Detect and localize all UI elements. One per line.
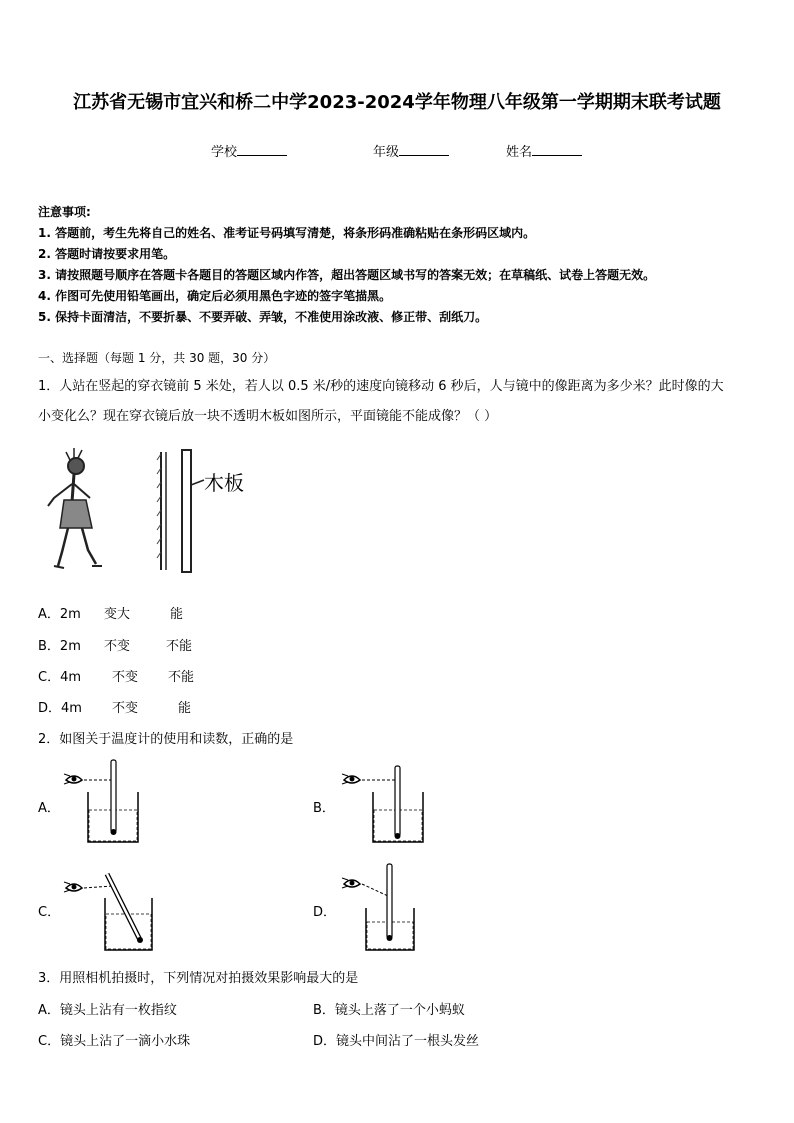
eye-icon bbox=[342, 878, 360, 888]
wood-board bbox=[182, 450, 191, 572]
q2-figure-b bbox=[340, 758, 440, 848]
q1-option-b[interactable] bbox=[38, 635, 192, 654]
q1-option-a[interactable] bbox=[38, 603, 183, 622]
q1-option-d[interactable] bbox=[38, 697, 191, 716]
q1-figure bbox=[40, 440, 270, 580]
q3-stem: 3．用照相机拍摄时，下列情况对拍摄效果影响最大的是 bbox=[38, 971, 359, 986]
option-size: 不变 bbox=[112, 670, 139, 685]
option-value: D．4m bbox=[38, 701, 82, 716]
option-image: 不能 bbox=[166, 639, 193, 654]
grade-label: 年级 bbox=[373, 145, 400, 160]
person-figure bbox=[48, 448, 102, 568]
section-heading: 一、选择题（每题 1 分，共 30 题，30 分） bbox=[38, 351, 276, 365]
name-field bbox=[506, 141, 582, 160]
option-image: 能 bbox=[170, 607, 184, 622]
eye-icon bbox=[64, 882, 82, 892]
q1-option-c[interactable] bbox=[38, 666, 194, 685]
q2-figure-a bbox=[62, 758, 162, 848]
q2-stem: 2．如图关于温度计的使用和读数，正确的是 bbox=[38, 732, 294, 747]
q1-stem-line1: 1．人站在竖起的穿衣镜前 5 米处，若人以 0.5 米/秒的速度向镜移动 6 秒后，人与镜中的像距离为多少米？此时像的大 bbox=[38, 379, 724, 394]
option-image: 不能 bbox=[168, 670, 195, 685]
q3-option-d[interactable]: D．镜头中间沾了一根头发丝 bbox=[313, 1034, 480, 1049]
name-label: 姓名 bbox=[506, 145, 533, 160]
option-value: C．4m bbox=[38, 670, 82, 685]
notice-heading: 注意事项: bbox=[38, 205, 91, 219]
notice-item: 1. 答题前，考生先将自己的姓名、准考证号码填写清楚，将条形码准确粘贴在条形码区域内。 bbox=[38, 226, 536, 240]
q1-stem-line2: 小变化么？现在穿衣镜后放一块不透明木板如图所示，平面镜能不能成像？（ ） bbox=[38, 409, 498, 424]
q2-label-c[interactable]: C． bbox=[38, 905, 61, 920]
q2-figure-c bbox=[62, 862, 172, 954]
option-image: 能 bbox=[178, 701, 192, 716]
grade-blank bbox=[399, 142, 449, 156]
q3-option-a[interactable]: A．镜头上沾有一枚指纹 bbox=[38, 1003, 177, 1018]
notice-item: 5. 保持卡面清洁，不要折暴、不要弄破、弄皱，不准使用涂改液、修正带、刮纸刀。 bbox=[38, 310, 488, 324]
school-blank bbox=[237, 142, 287, 156]
page-title: 江苏省无锡市宜兴和桥二中学2023-2024学年物理八年级第一学期期末联考试题 bbox=[73, 92, 721, 113]
option-size: 不变 bbox=[112, 701, 139, 716]
option-value: A．2m bbox=[38, 607, 81, 622]
q2-label-b[interactable]: B． bbox=[313, 801, 335, 816]
notice-item: 3. 请按照题号顺序在答题卡各题目的答题区域内作答，超出答题区域书写的答案无效；在草稿纸、试卷上答题无效。 bbox=[38, 268, 656, 282]
eye-icon bbox=[64, 774, 82, 784]
mirror-figure bbox=[157, 452, 166, 570]
grade-field bbox=[373, 141, 449, 160]
q3-option-b[interactable]: B．镜头上落了一个小蚂蚁 bbox=[313, 1003, 465, 1018]
option-size: 变大 bbox=[104, 607, 131, 622]
school-label: 学校 bbox=[211, 145, 238, 160]
name-blank bbox=[532, 142, 582, 156]
notice-item: 4. 作图可先使用铅笔画出，确定后必须用黑色字迹的签字笔描黑。 bbox=[38, 289, 392, 303]
q3-option-c[interactable]: C．镜头上沾了一滴小水珠 bbox=[38, 1034, 191, 1049]
notice-item: 2. 答题时请按要求用笔。 bbox=[38, 247, 176, 261]
q2-figure-d bbox=[340, 862, 440, 954]
q2-label-a[interactable]: A． bbox=[38, 801, 60, 816]
option-value: B．2m bbox=[38, 639, 81, 654]
school-field bbox=[211, 141, 287, 160]
eye-icon bbox=[342, 774, 360, 784]
q2-label-d[interactable]: D． bbox=[313, 905, 337, 920]
option-size: 不变 bbox=[104, 639, 131, 654]
board-label: 木板 bbox=[204, 471, 244, 495]
